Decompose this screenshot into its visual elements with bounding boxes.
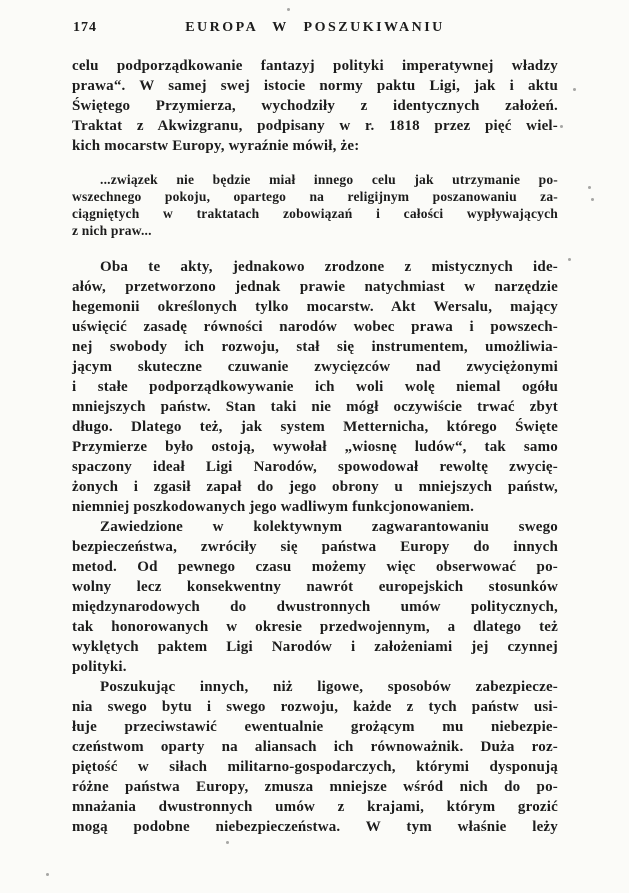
text-line: ciągniętych w traktatach zobowiązań i całości wypływających [72,206,558,221]
text-line: jącym skuteczne czuwanie zwycięzców nad zwyciężonymi [72,359,558,375]
text-line: mniejszych państw. Stan taki nie mógł oczywiście trwać zbyt [72,399,558,415]
text-line: metod. Od pewnego czasu możemy więc obserwować po- [72,559,558,575]
page-number: 174 [73,20,97,35]
text-line: żonych i zgasił zapał do jego obrony u mniejszych państw, [72,479,558,495]
paragraph [72,677,558,837]
text-line: Oba te akty, jednakowo zrodzone z mistycznych ide- [100,259,558,275]
text-line: nia swego bytu i swego rozwoju, każde z tych państw usi- [72,699,558,715]
block-quote [72,171,558,239]
running-title: EUROPA W POSZUKIWANIU [185,20,445,35]
paragraph [72,517,558,677]
running-head [72,20,558,38]
text-line: Przymierze było ostoją, wywołał „wiosnę ludów“, tak samo [72,439,558,455]
text-line: wolny lecz konsekwentny nawrót europejskich stosunków [72,579,558,595]
text-line: długo. Dlatego też, jak system Metternicha, którego Święte [72,419,558,435]
text-line: tak honorowanych w okresie przedwojennym, a dlatego też [72,619,558,635]
page-body [72,56,558,837]
text-line: Świętego Przymierza, wychodziły z identycznych założeń. [72,98,558,114]
paragraph [72,56,558,156]
text-line: nej swobody ich rozwoju, stał się instrumentem, umożliwia- [72,339,558,355]
text-line: celu podporządkowanie fantazyj polityki imperatywnej władzy [72,58,558,74]
scan-speck [573,88,576,91]
text-line: mnażania dwustronnych umów z krajami, którym grozić [72,799,558,815]
text-line: kich mocarstw Europy, wyraźnie mówił, że: [72,138,360,154]
text-line: Poszukując innych, niż ligowe, sposobów zabezpiecze- [100,679,558,695]
text-line: bezpieczeństwa, zwróciły się państwa Europy do innych [72,539,558,555]
scan-speck [588,186,591,189]
text-line: niemniej poszkodowanych jego wadliwym funkcjonowaniem. [72,499,475,515]
text-line: Zawiedzione w kolektywnym zagwarantowaniu swego [100,519,558,535]
text-line: wszechnego pokoju, opartego na religijnym poszanowaniu za- [72,189,558,204]
text-line: ałów, przetworzono jednak prawie natychmiast w narzędzie [72,279,558,295]
text-line: międzynarodowych do dwustronnych umów politycznych, [72,599,558,615]
text-line: różne państwa Europy, zmusza mniejsze wśród nich do po- [72,779,558,795]
text-line: Traktat z Akwizgranu, podpisany w r. 1818 przez pięć wiel- [72,118,558,134]
scan-speck [568,258,571,261]
text-line: wyklętych paktem Ligi Narodów i założeniami jej czynnej [72,639,558,655]
scan-speck [591,198,594,201]
text-line: piętość w siłach militarno-gospodarczych, którymi dysponują [72,759,558,775]
scan-speck [46,873,49,876]
text-line: mogą podobne niebezpieczeństwa. W tym właśnie leży [72,819,558,835]
text-line: hegemonii określonych tylko mocarstw. Akt Wersalu, mający [72,299,558,315]
scan-speck [560,125,563,128]
scan-speck [287,8,290,11]
text-line: z nich praw... [72,223,152,238]
text-line: łuje przeciwstawić ewentualnie grożącym mu niebezpie- [72,719,558,735]
paragraph [72,257,558,517]
text-line: polityki. [72,659,127,675]
text-line: uświęcić zasadę równości narodów wobec prawa i powszech- [72,319,558,335]
text-line: prawa“. W samej swej istocie normy paktu Ligi, jak i aktu [72,78,558,94]
text-line: ...związek nie będzie miał innego celu jak utrzymanie po- [100,172,558,187]
text-line: spaczony ideał Ligi Narodów, spowodował rewoltę zwycię- [72,459,558,475]
text-line: czeństwom oparty na aliansach ich równoważnik. Duża roz- [72,739,558,755]
scan-speck [226,841,229,844]
text-line: i stałe podporządkowywanie ich woli wolę niemal ogółu [72,379,558,395]
